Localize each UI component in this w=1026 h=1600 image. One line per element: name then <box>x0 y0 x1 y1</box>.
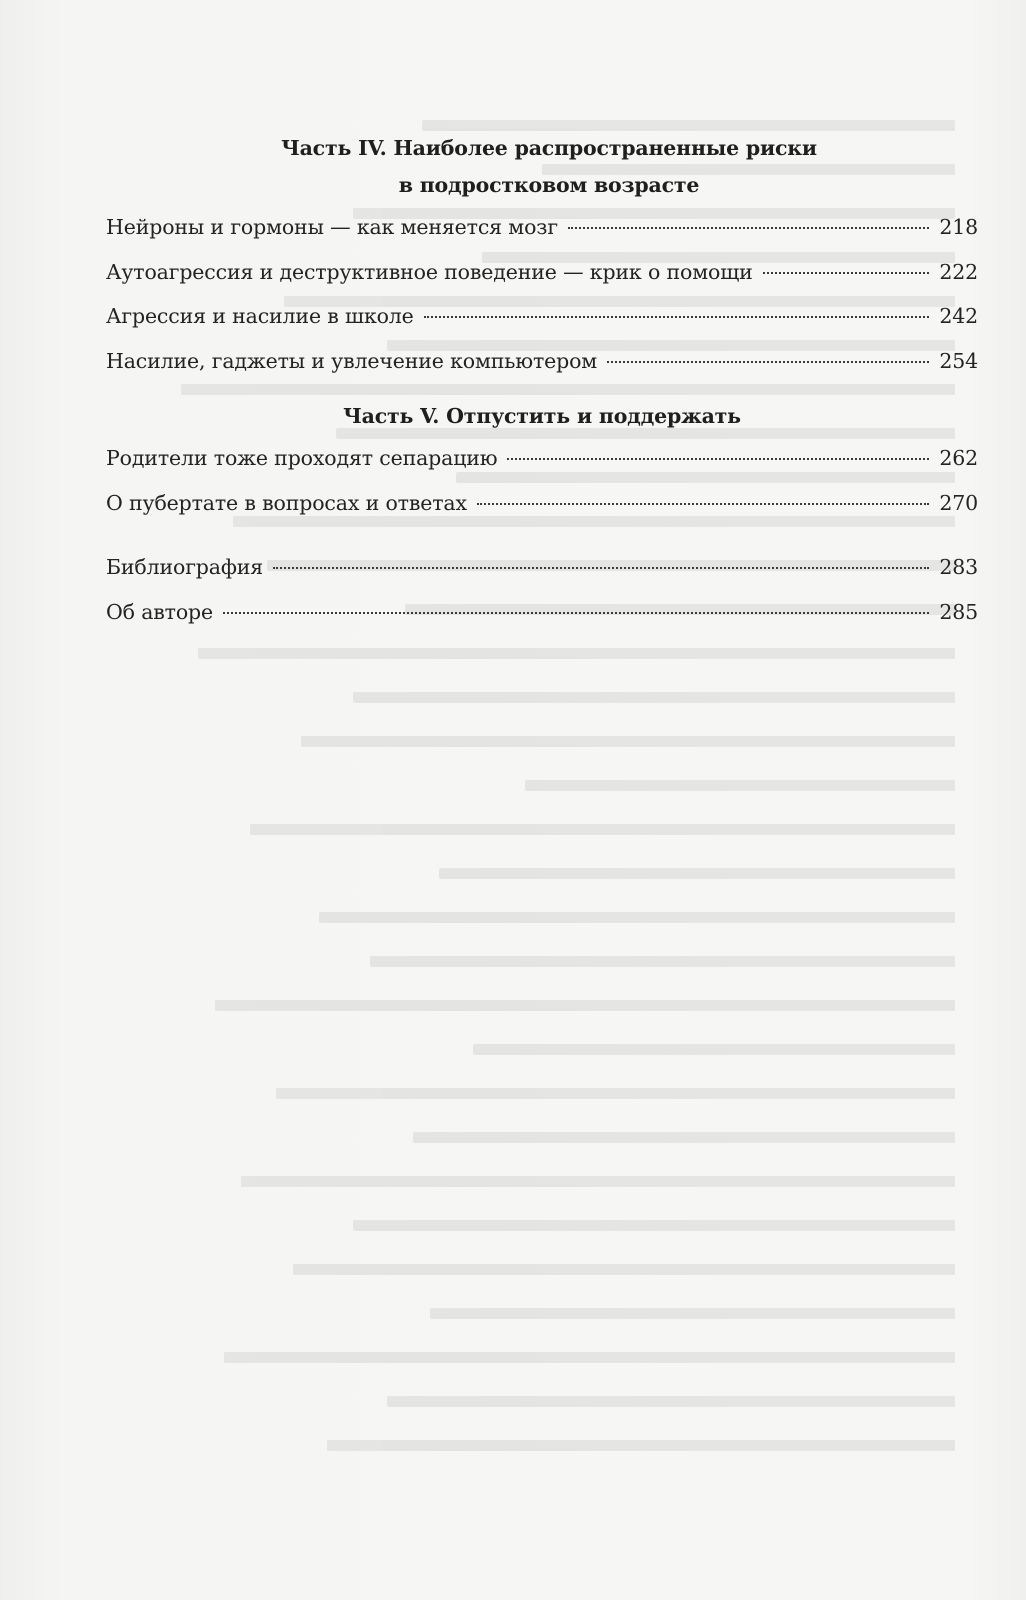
part-5-title: Часть V. Отпустить и поддержать <box>343 404 741 428</box>
toc-entry[interactable] <box>106 443 978 473</box>
table-of-contents <box>106 130 978 641</box>
toc-entry-title: О пубертате в вопросах и ответах <box>106 490 467 515</box>
toc-entry-page: 254 <box>939 348 978 373</box>
dot-leader <box>477 503 929 505</box>
toc-entry-page: 270 <box>939 490 978 515</box>
dot-leader <box>568 227 929 229</box>
toc-entry-about-author[interactable] <box>106 597 978 627</box>
toc-entry[interactable] <box>106 257 978 287</box>
toc-entry-page: 262 <box>939 446 978 470</box>
toc-entry-title: Агрессия и насилие в школе <box>106 304 414 328</box>
toc-entry-title: Насилие, гаджеты и увлечение компьютером <box>106 348 598 373</box>
toc-entry[interactable] <box>106 346 978 376</box>
dot-leader <box>273 567 929 569</box>
toc-entry-page: 283 <box>939 555 978 579</box>
toc-entry-page: 285 <box>939 599 978 624</box>
toc-entry-page: 218 <box>939 215 978 239</box>
part-4-title-line-2: в подростковом возрасте <box>398 173 700 197</box>
toc-entry[interactable] <box>106 488 978 518</box>
toc-entry-title: Библиография <box>106 555 264 579</box>
toc-entry-bibliography[interactable] <box>106 552 978 582</box>
part-4-title-line-1: Часть IV. Наиболее распространенные риски <box>281 136 817 160</box>
dot-leader <box>607 361 929 363</box>
toc-entry-title: Аутоагрессия и деструктивное поведение — крик о помощи <box>106 259 753 284</box>
toc-entry[interactable] <box>106 212 978 242</box>
dot-leader <box>223 612 929 614</box>
dot-leader <box>507 458 929 460</box>
toc-entry-page: 242 <box>939 304 978 328</box>
dot-leader <box>424 316 930 318</box>
toc-entry-title: Нейроны и гормоны — как меняется мозг <box>106 215 558 239</box>
dot-leader <box>763 272 930 274</box>
toc-entry-title: Родители тоже проходят сепарацию <box>106 446 498 470</box>
toc-entry-page: 222 <box>939 259 978 284</box>
toc-entry-title: Об авторе <box>106 599 214 624</box>
toc-entry[interactable] <box>106 301 978 331</box>
